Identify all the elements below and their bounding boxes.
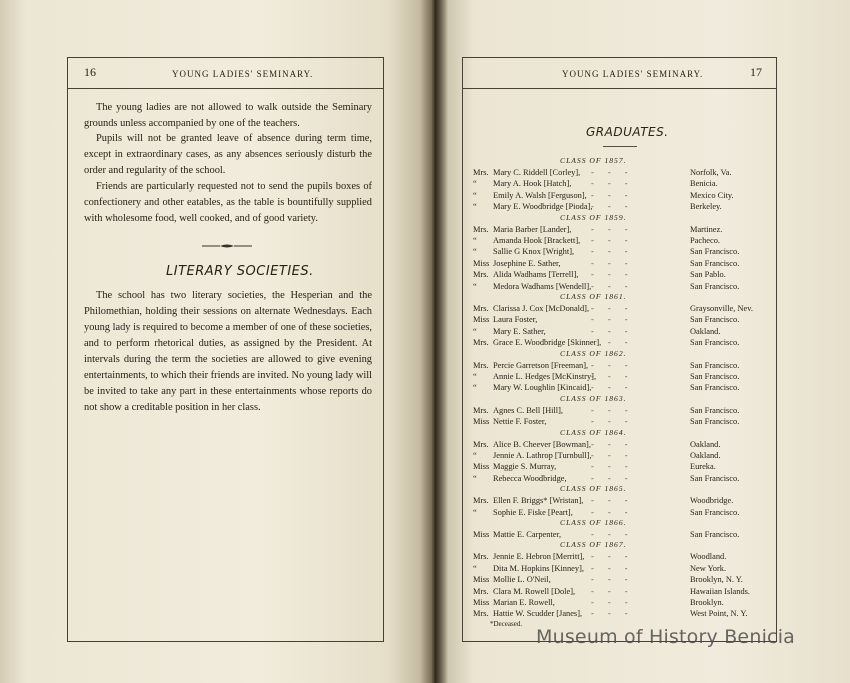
left-header-rule bbox=[67, 88, 384, 89]
leader-dots: - - - bbox=[591, 168, 634, 177]
right-page-number: 17 bbox=[750, 65, 762, 79]
graduate-residence: Woodland. bbox=[690, 552, 727, 562]
graduate-row bbox=[473, 258, 773, 269]
graduate-row bbox=[473, 190, 773, 201]
leader-dots: - - - bbox=[591, 473, 634, 483]
graduate-residence: San Francisco. bbox=[690, 281, 740, 291]
leader-dots: - - - bbox=[591, 281, 634, 291]
graduate-row bbox=[473, 281, 773, 292]
graduate-residence: San Francisco. bbox=[690, 258, 740, 268]
leader-dots: - - - bbox=[591, 439, 634, 449]
leader-dots: - - - bbox=[591, 462, 634, 472]
graduate-residence: Norfolk, Va. bbox=[690, 168, 732, 177]
graduate-row bbox=[473, 574, 773, 585]
graduate-residence: Oakland. bbox=[690, 451, 721, 460]
graduate-title: Mrs. bbox=[473, 270, 489, 280]
graduate-name: Laura Foster, bbox=[493, 315, 538, 325]
graduate-row bbox=[473, 235, 773, 246]
graduate-name: Mary E. Woodbridge [Pioda], bbox=[493, 202, 593, 212]
graduate-row bbox=[473, 608, 773, 619]
right-running-header: YOUNG LADIES' SEMINARY. bbox=[562, 69, 704, 79]
graduate-residence: San Francisco. bbox=[690, 405, 740, 415]
graduate-title: Mrs. bbox=[473, 439, 489, 449]
graduate-title: “ bbox=[473, 247, 477, 257]
graduate-residence: San Francisco. bbox=[690, 530, 740, 539]
graduate-name: Sophie E. Fiske [Peart], bbox=[493, 507, 573, 517]
graduate-residence: Brooklyn. bbox=[690, 598, 724, 607]
graduate-row bbox=[473, 360, 773, 371]
leader-dots: - - - bbox=[591, 224, 634, 234]
graduate-row bbox=[473, 461, 773, 472]
graduate-name: Maggie S. Murray, bbox=[493, 462, 557, 472]
leader-dots: - - - bbox=[591, 247, 634, 257]
graduate-title: Miss bbox=[473, 575, 490, 585]
leader-dots: - - - bbox=[591, 304, 634, 313]
graduate-residence: San Francisco. bbox=[690, 473, 740, 483]
class-heading: CLASS OF 1861. bbox=[560, 292, 627, 301]
leader-dots: - - - bbox=[591, 496, 634, 506]
leader-dots: - - - bbox=[591, 586, 634, 596]
graduate-row bbox=[473, 178, 773, 189]
graduate-residence: San Francisco. bbox=[690, 360, 740, 370]
leader-dots: - - - bbox=[591, 179, 634, 189]
graduate-residence: Graysonville, Nev. bbox=[690, 304, 753, 313]
class-heading: CLASS OF 1863. bbox=[560, 393, 627, 403]
graduate-name: Emily A. Walsh [Ferguson], bbox=[493, 190, 587, 200]
graduate-name: Rebecca Woodbridge, bbox=[493, 473, 567, 483]
class-heading: CLASS OF 1864. bbox=[560, 427, 627, 437]
graduate-name: Mollie L. O'Neil, bbox=[493, 575, 551, 585]
leader-dots: - - - bbox=[591, 507, 634, 517]
graduate-row bbox=[473, 405, 773, 416]
graduate-name: Alida Wadhams [Terrell], bbox=[493, 270, 579, 280]
graduate-residence: San Francisco. bbox=[690, 338, 740, 348]
class-heading: CLASS OF 1862. bbox=[560, 348, 627, 358]
graduate-title: Mrs. bbox=[473, 224, 489, 234]
leader-dots: - - - bbox=[591, 405, 634, 415]
graduate-name: Annie L. Hedges [McKinstry], bbox=[493, 372, 597, 381]
graduate-row bbox=[473, 495, 773, 506]
graduate-residence: San Francisco. bbox=[690, 372, 740, 381]
graduate-row bbox=[473, 326, 773, 337]
graduate-name: Marian E. Rowell, bbox=[493, 598, 555, 607]
leader-dots: - - - bbox=[591, 609, 634, 619]
museum-watermark: Museum of History Benicia bbox=[536, 626, 796, 648]
graduate-name: Josephine E. Sather, bbox=[493, 258, 561, 268]
graduate-name: Mary C. Riddell [Corley], bbox=[493, 168, 581, 177]
graduate-title: “ bbox=[473, 563, 477, 573]
graduate-row bbox=[473, 269, 773, 280]
graduate-residence: Hawaiian Islands. bbox=[690, 586, 751, 596]
graduate-residence: San Francisco. bbox=[690, 315, 740, 325]
leader-dots: - - - bbox=[591, 451, 634, 460]
graduate-title: Miss bbox=[473, 417, 490, 427]
graduate-residence: San Pablo. bbox=[690, 270, 726, 280]
graduate-residence: San Francisco. bbox=[690, 383, 740, 393]
graduate-residence: Brooklyn, N. Y. bbox=[690, 575, 743, 585]
graduate-name: Clara M. Rowell [Dole], bbox=[493, 586, 576, 596]
graduate-row bbox=[473, 382, 773, 393]
graduate-row bbox=[473, 586, 773, 597]
leader-dots: - - - bbox=[591, 575, 634, 585]
class-heading: CLASS OF 1867. bbox=[560, 540, 627, 550]
graduate-residence: Eureka. bbox=[690, 462, 716, 472]
graduate-residence: New York. bbox=[690, 563, 727, 573]
leader-dots: - - - bbox=[591, 372, 634, 381]
deceased-footnote: *Deceased. bbox=[490, 620, 523, 628]
class-heading: CLASS OF 1866. bbox=[560, 518, 627, 527]
graduate-name: Mary W. Loughlin [Kincaid], bbox=[493, 383, 592, 393]
graduate-name: Mattie E. Carpenter, bbox=[493, 530, 562, 539]
right-header-rule bbox=[462, 88, 777, 89]
book-gutter bbox=[420, 0, 448, 683]
leader-dots: - - - bbox=[591, 236, 634, 245]
graduate-title: Mrs. bbox=[473, 405, 489, 415]
graduate-row bbox=[473, 201, 773, 212]
graduate-row bbox=[473, 337, 773, 348]
graduate-title: “ bbox=[473, 383, 477, 393]
graduate-title: “ bbox=[473, 179, 477, 189]
graduate-name: Medora Wadhams [Wendell], bbox=[493, 281, 592, 291]
graduate-residence: West Point, N. Y. bbox=[690, 609, 748, 619]
leader-dots: - - - bbox=[591, 258, 634, 268]
graduate-row bbox=[473, 450, 773, 461]
leader-dots: - - - bbox=[591, 383, 634, 393]
graduate-residence: Pacheco. bbox=[690, 236, 720, 245]
graduate-residence: Oakland. bbox=[690, 326, 721, 336]
graduate-row bbox=[473, 551, 773, 562]
graduate-name: Ellen F. Briggs* [Wristan], bbox=[493, 496, 584, 506]
leader-dots: - - - bbox=[591, 530, 634, 539]
graduate-name: Mary A. Hook [Hatch], bbox=[493, 179, 572, 189]
graduate-name: Mary E. Sather, bbox=[493, 326, 546, 336]
graduate-title: Mrs. bbox=[473, 168, 489, 177]
graduate-title: Mrs. bbox=[473, 552, 489, 562]
graduate-title: Miss bbox=[473, 258, 490, 268]
graduate-row bbox=[473, 416, 773, 427]
graduate-row bbox=[473, 167, 773, 178]
graduate-row bbox=[473, 314, 773, 325]
graduate-title: Mrs. bbox=[473, 360, 489, 370]
rule-paragraph-3: Friends are particularly requested not to send the pupils boxes of confectionery and other eatables, as the table is bountifully supplied with wholesome food, well cooked, and of good variety. bbox=[84, 181, 372, 224]
graduate-name: Percie Garretson [Freeman], bbox=[493, 360, 589, 370]
graduate-name: Nettie F. Foster, bbox=[493, 417, 547, 427]
graduate-name: Dita M. Hopkins [Kinney], bbox=[493, 563, 584, 573]
class-heading: CLASS OF 1859. bbox=[560, 212, 627, 222]
leader-dots: - - - bbox=[591, 598, 634, 607]
graduates-title-rule bbox=[603, 146, 637, 147]
graduate-title: “ bbox=[473, 236, 477, 245]
graduate-row bbox=[473, 507, 773, 518]
graduate-name: Hattie W. Scudder [Janes], bbox=[493, 609, 583, 619]
graduate-row bbox=[473, 371, 773, 382]
graduate-name: Clarissa J. Cox [McDonald], bbox=[493, 304, 590, 313]
left-page-number: 16 bbox=[84, 65, 96, 79]
section-title-literary-societies: LITERARY SOCIETIES. bbox=[166, 264, 314, 279]
graduate-row bbox=[473, 529, 773, 540]
graduate-title: Mrs. bbox=[473, 338, 489, 348]
leader-dots: - - - bbox=[591, 190, 634, 200]
graduate-title: Mrs. bbox=[473, 496, 489, 506]
graduate-name: Sallie G Knox [Wright], bbox=[493, 247, 575, 257]
leader-dots: - - - bbox=[591, 202, 634, 212]
rule-paragraph-1: The young ladies are not allowed to walk outside the Seminary grounds unless accompanied by one of the teachers. bbox=[84, 102, 372, 129]
leader-dots: - - - bbox=[591, 270, 634, 280]
graduate-row bbox=[473, 473, 773, 484]
graduate-title: “ bbox=[473, 507, 477, 517]
leader-dots: - - - bbox=[591, 338, 634, 348]
literary-societies-paragraph: The school has two literary societies, the Hesperian and the Philomethian, holding their sessions on alternate Wednesdays. Each young lady is required to become a member of one of these societies, and to perform rhetorical duties, as assigned by the President. At intervals during the term the societies are allowed to give evening entertainments, to which their friends are invited. No young lady will be invited to take any part in these entertainments whose reports do not show a creditable position in her class. bbox=[84, 290, 372, 413]
graduate-title: Miss bbox=[473, 315, 490, 325]
graduate-residence: Mexico City. bbox=[690, 190, 734, 200]
graduate-title: “ bbox=[473, 281, 477, 291]
graduate-title: “ bbox=[473, 202, 477, 212]
class-heading: CLASS OF 1865. bbox=[560, 484, 627, 494]
graduate-name: Alice B. Cheever [Bowman], bbox=[493, 439, 591, 449]
leader-dots: - - - bbox=[591, 360, 634, 370]
rule-paragraph-2: Pupils will not be granted leave of absence during term time, except in extraordinary cases, as any absences seriously disturb the order and regularity of the school. bbox=[84, 133, 372, 176]
graduate-title: Mrs. bbox=[473, 586, 489, 596]
graduate-title: Mrs. bbox=[473, 609, 489, 619]
left-running-header: YOUNG LADIES' SEMINARY. bbox=[172, 69, 314, 79]
graduate-title: “ bbox=[473, 326, 477, 336]
ornament-divider bbox=[202, 243, 252, 249]
graduate-row bbox=[473, 597, 773, 608]
leader-dots: - - - bbox=[591, 326, 634, 336]
graduates-title: GRADUATES. bbox=[586, 125, 669, 139]
leader-dots: - - - bbox=[591, 563, 634, 573]
graduate-row bbox=[473, 439, 773, 450]
graduate-residence: Woodbridge. bbox=[690, 496, 734, 506]
graduate-title: “ bbox=[473, 372, 477, 381]
graduate-title: Miss bbox=[473, 598, 490, 607]
graduate-residence: San Francisco. bbox=[690, 417, 740, 427]
graduate-name: Jennie E. Hebron [Merritt], bbox=[493, 552, 585, 562]
graduate-title: Miss bbox=[473, 530, 490, 539]
graduate-residence: Oakland. bbox=[690, 439, 721, 449]
graduate-row bbox=[473, 246, 773, 257]
graduate-residence: Benicia. bbox=[690, 179, 718, 189]
leader-dots: - - - bbox=[591, 417, 634, 427]
class-heading: CLASS OF 1857. bbox=[560, 156, 627, 165]
graduate-residence: San Francisco. bbox=[690, 507, 740, 517]
graduate-residence: Martinez. bbox=[690, 224, 723, 234]
graduate-title: “ bbox=[473, 451, 477, 460]
graduate-title: Mrs. bbox=[473, 304, 489, 313]
graduate-residence: San Francisco. bbox=[690, 247, 740, 257]
graduate-name: Jennie A. Lathrop [Turnbull], bbox=[493, 451, 592, 460]
graduate-title: “ bbox=[473, 473, 477, 483]
graduate-title: “ bbox=[473, 190, 477, 200]
graduate-residence: Berkeley. bbox=[690, 202, 722, 212]
graduate-row bbox=[473, 303, 773, 314]
graduate-name: Amanda Hook [Brackett], bbox=[493, 236, 581, 245]
leader-dots: - - - bbox=[591, 552, 634, 562]
leader-dots: - - - bbox=[591, 315, 634, 325]
graduate-row bbox=[473, 224, 773, 235]
graduate-name: Agnes C. Bell [Hill], bbox=[493, 405, 564, 415]
graduate-title: Miss bbox=[473, 462, 490, 472]
graduate-name: Maria Barber [Lander], bbox=[493, 224, 572, 234]
graduate-row bbox=[473, 563, 773, 574]
graduate-name: Grace E. Woodbridge [Skinner], bbox=[493, 338, 602, 348]
